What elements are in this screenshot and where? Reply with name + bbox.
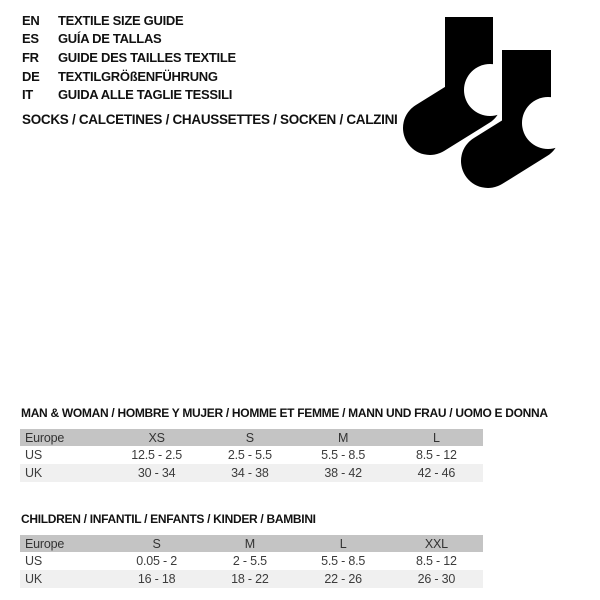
header-row: [20, 535, 483, 552]
language-label: GUIDA ALLE TAGLIE TESSILI: [58, 87, 233, 103]
size-cell: 18 - 22: [231, 572, 269, 586]
size-cell: 16 - 18: [137, 572, 176, 586]
children-title: CHILDREN / INFANTIL / ENFANTS / KINDER / BAMBINI: [21, 512, 316, 526]
man-woman-title: MAN & WOMAN / HOMBRE Y MUJER / HOMME ET FEMME / MANN UND FRAU / UOMO E DONNA: [21, 406, 548, 420]
size-cell: 5.5 - 8.5: [321, 554, 366, 568]
language-row-es: [22, 30, 236, 49]
column-header-xxl: XXL: [390, 535, 483, 552]
column-header-l: L: [297, 535, 390, 552]
table-row-uk: [20, 464, 483, 482]
man-woman-table: [20, 429, 483, 482]
size-cell: 22 - 26: [324, 572, 362, 586]
language-code: ES: [22, 31, 39, 47]
size-cell: 5.5 - 8.5: [321, 448, 366, 462]
size-cell: 38 - 42: [324, 466, 362, 480]
size-cell: 2.5 - 5.5: [227, 448, 272, 462]
row-label: UK: [25, 572, 42, 586]
size-cell: 0.05 - 2: [136, 554, 178, 568]
language-row-de: [22, 67, 236, 86]
language-code: FR: [22, 49, 39, 65]
language-code: EN: [22, 12, 40, 28]
man-woman-section: [20, 406, 548, 482]
column-header-s: S: [203, 429, 296, 446]
language-code: IT: [22, 87, 33, 103]
socks-icon: [380, 0, 600, 190]
language-label: TEXTILE SIZE GUIDE: [58, 12, 184, 28]
language-label: TEXTILGRÖßENFÜHRUNG: [58, 68, 218, 84]
size-cell: 26 - 30: [417, 572, 456, 586]
size-cell: 30 - 34: [137, 466, 176, 480]
language-code: DE: [22, 68, 40, 84]
table-row-us: [20, 446, 483, 464]
children-table: [20, 535, 483, 588]
column-header-l: L: [390, 429, 483, 446]
column-header-region: Europe: [20, 429, 110, 446]
size-cell: 12.5 - 2.5: [131, 448, 183, 462]
size-cell: 2 - 5.5: [232, 554, 267, 568]
header-row: [20, 429, 483, 446]
row-label: US: [25, 448, 42, 462]
column-header-m: M: [203, 535, 296, 552]
language-row-fr: [22, 48, 236, 67]
column-header-s: S: [110, 535, 203, 552]
table-row-uk: [20, 570, 483, 588]
category-title: SOCKS / CALCETINES / CHAUSSETTES / SOCKEN / CALZINI: [22, 112, 398, 127]
row-label: UK: [25, 466, 42, 480]
size-cell: 42 - 46: [417, 466, 456, 480]
row-label: US: [25, 554, 42, 568]
language-label: GUIDE DES TAILLES TEXTILE: [58, 49, 236, 65]
column-header-xs: XS: [110, 429, 203, 446]
language-row-it: [22, 85, 236, 104]
column-header-region: Europe: [20, 535, 110, 552]
size-cell: 8.5 - 12: [415, 554, 457, 568]
language-row-en: [22, 11, 236, 30]
size-cell: 8.5 - 12: [415, 448, 457, 462]
language-list: [22, 11, 236, 104]
size-cell: 34 - 38: [231, 466, 269, 480]
children-section: [20, 512, 483, 588]
table-row-us: [20, 552, 483, 570]
column-header-m: M: [297, 429, 390, 446]
language-label: GUÍA DE TALLAS: [58, 31, 162, 47]
